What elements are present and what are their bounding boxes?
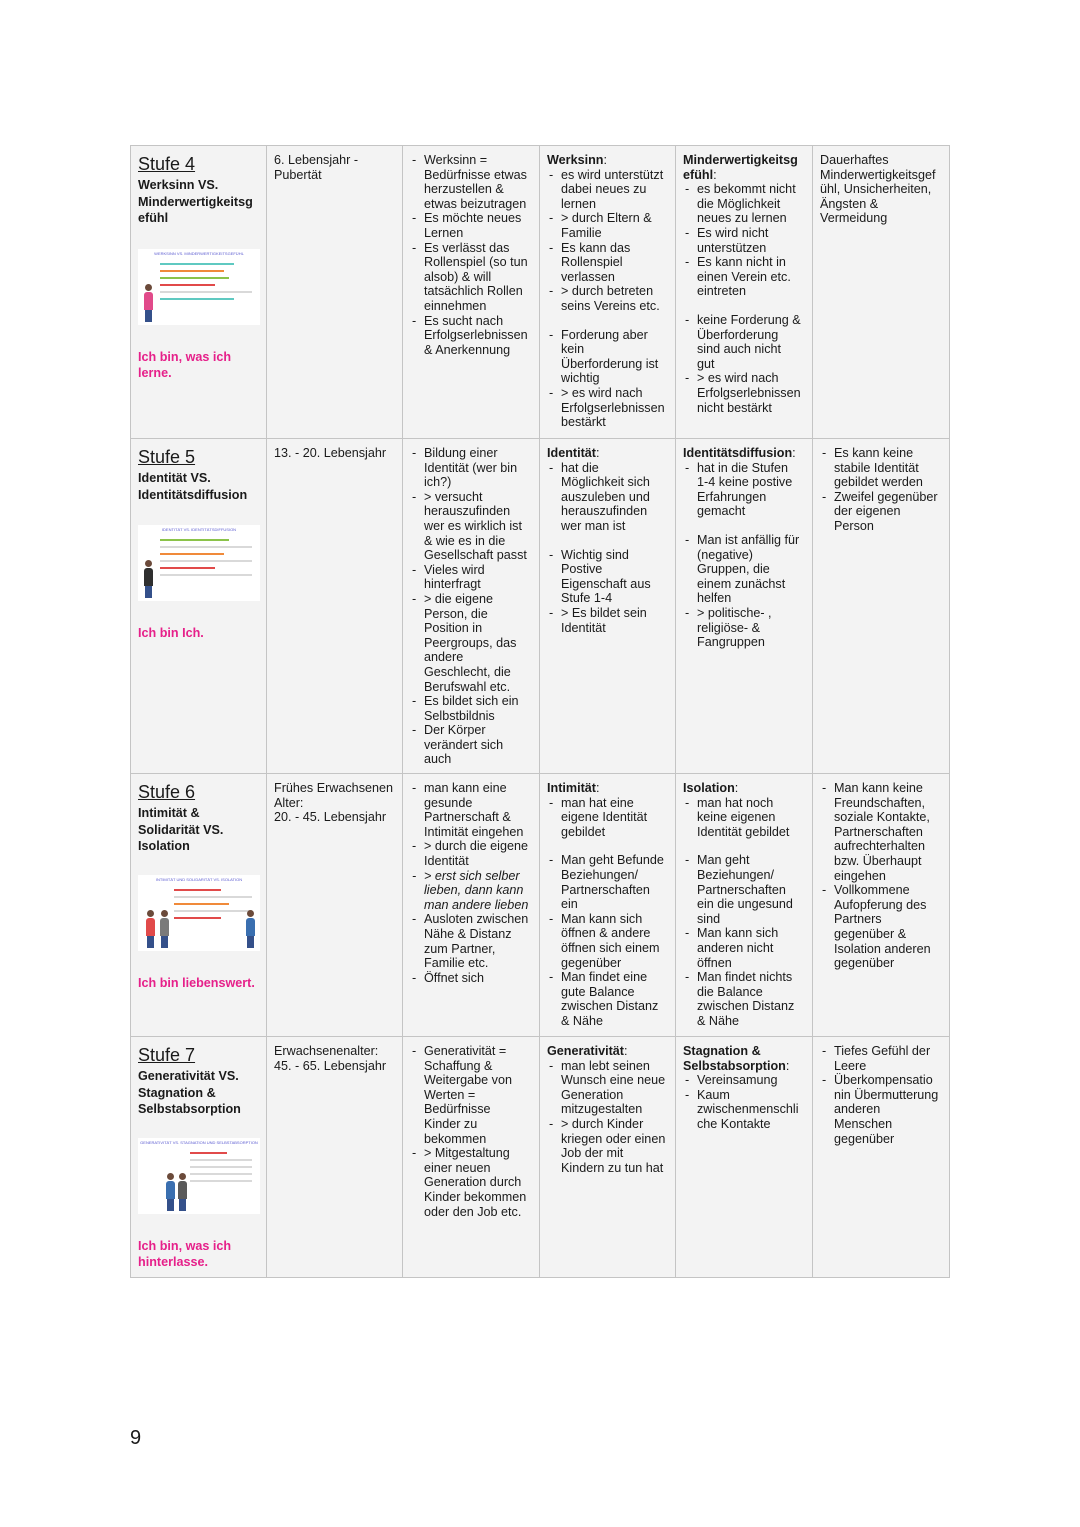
description-cell	[403, 774, 540, 1037]
stage-motto: Ich bin liebenswert.	[138, 975, 255, 990]
list-item: - Zweifel gegenüber der eigenen Person	[820, 490, 943, 534]
list-item: - Es kann keine stabile Identität gebildet werden	[820, 446, 943, 490]
list-item: - Es kann nicht in einen Verein etc. eintreten	[683, 255, 806, 299]
list-item: - > versucht herauszufinden wer es wirklich ist & wie es in die Gesellschaft passt	[410, 490, 533, 563]
negative-cell: Stagnation & Selbstabsorption: - Vereinsamung - Kaum zwischenmenschli che Kontakte	[676, 1037, 813, 1278]
list-item: - man hat eine eigene Identität gebildet	[547, 796, 669, 840]
list-item: - > Mitgestaltung einer neuen Generation durch Kinder bekommen oder den Job etc.	[410, 1146, 533, 1219]
list-item: - Tiefes Gefühl der Leere	[820, 1044, 943, 1073]
list-item: - > Es bildet sein Identität	[547, 606, 669, 635]
stage-illustration: INTIMITÄT UND SOLIDARITÄT VS. ISOLATION	[138, 875, 260, 951]
list-item: - Es wird nicht unterstützen	[683, 226, 806, 255]
list-item: - es bekommt nicht die Möglichkeit neues zu lernen	[683, 182, 806, 226]
list-item: - es wird unterstützt dabei neues zu lernen	[547, 168, 669, 212]
list-item: - > durch Eltern & Familie	[547, 211, 669, 240]
list-item: - Bildung einer Identität (wer bin ich?)	[410, 446, 533, 490]
list-item: - > die eigene Person, die Position in Peergroups, das andere Geschlecht, die Berufswahl etc.	[410, 592, 533, 694]
list-item: - > erst sich selber lieben, dann kann man andere lieben	[410, 869, 533, 913]
table-row	[131, 1037, 950, 1278]
stage-illustration: IDENTITÄT VS. IDENTITÄTSDIFFUSION	[138, 525, 260, 601]
stage-title: Stufe 6	[138, 782, 196, 803]
stage-subtitle: Identität VS. Identitätsdiffusion	[138, 471, 248, 502]
list-item: - > es wird nach Erfolgserlebnissen nicht bestärkt	[683, 371, 806, 415]
list-item: - Öffnet sich	[410, 971, 533, 986]
list-item: - Überkompensatio nin Übermutterung anderen Menschen gegenüber	[820, 1073, 943, 1146]
list-item: - Vereinsamung	[683, 1073, 806, 1088]
list-item: - Kaum zwischenmenschli che Kontakte	[683, 1088, 806, 1132]
stages-table	[130, 145, 950, 1278]
stage-cell	[131, 146, 267, 439]
list-item: - > durch die eigene Identität	[410, 839, 533, 868]
list-item: - Man ist anfällig für (negative) Gruppen, die einem zunächst helfen	[683, 533, 806, 606]
list-item: - Vieles wird hinterfragt	[410, 563, 533, 592]
list-item: - Es sucht nach Erfolgserlebnissen & Anerkennung	[410, 314, 533, 358]
list-item: - Werksinn = Bedürfnisse etwas herzustellen & etwas beizutragen	[410, 153, 533, 211]
stage-motto: Ich bin, was ich hinterlasse.	[138, 1238, 232, 1270]
stage-title: Stufe 7	[138, 1045, 196, 1066]
list-item: - Es möchte neues Lernen	[410, 211, 533, 240]
stage-subtitle: Generativität VS. Stagnation & Selbstabsorption	[138, 1069, 241, 1117]
list-item: - > durch Kinder kriegen oder einen Job der mit Kindern zu tun hat	[547, 1117, 669, 1175]
age-cell: 6. Lebensjahr - Pubertät	[267, 146, 403, 439]
list-item: - Es bildet sich ein Selbstbildnis	[410, 694, 533, 723]
list-item: - Man kann sich anderen nicht öffnen	[683, 926, 806, 970]
list-item: - hat die Möglichkeit sich auszuleben und herauszufinden wer man ist	[547, 461, 669, 534]
list-item: - Es verlässt das Rollenspiel (so tun alsob) & will tatsächlich Rollen einnehmen	[410, 241, 533, 314]
list-item: - Vollkommene Aufopferung des Partners gegenüber & Isolation anderen gegenüber	[820, 883, 943, 971]
consequence-cell	[813, 774, 950, 1037]
stage-illustration: WERKSINN VS. MINDERWERTIGKEITSGEFÜHL	[138, 249, 260, 325]
list-item: - > durch betreten seins Vereins etc.	[547, 284, 669, 313]
list-item: - man kann eine gesunde Partnerschaft & Intimität eingehen	[410, 781, 533, 839]
stage-subtitle: Werksinn VS. Minderwertigkeitsg efühl	[138, 178, 253, 225]
consequence-cell: Dauerhaftes Minderwertigkeitsgef ühl, Unsicherheiten, Ängsten & Vermeidung	[813, 146, 950, 439]
list-item: - Man kann sich öffnen & andere öffnen sich einem gegenüber	[547, 912, 669, 970]
stage-title: Stufe 5	[138, 447, 196, 467]
list-item: - > es wird nach Erfolgserlebnissen bestärkt	[547, 386, 669, 430]
list-item: - Generativität = Schaffung & Weitergabe von Werten = Bedürfnisse Kinder zu bekommen	[410, 1044, 533, 1146]
description-cell	[403, 1037, 540, 1278]
positive-cell: Werksinn: - es wird unterstützt dabei neues zu lernen - > durch Eltern & Familie - Es kann das Rollenspiel verlassen - > durch betreten seins Vereins etc. - Forderung aber kein Überforderung ist wichtig - > es wird nach Erfolgserlebnissen bestärkt	[540, 146, 676, 439]
list-item: - > politische- , religiöse- & Fangruppen	[683, 606, 806, 650]
age-cell: 13. - 20. Lebensjahr	[267, 439, 403, 774]
list-item: - man lebt seinen Wunsch eine neue Generation mitzugestalten	[547, 1059, 669, 1117]
list-item: - Man geht Befunde Beziehungen/ Partnerschaften ein	[547, 853, 669, 911]
page-number: 9	[130, 1427, 142, 1449]
table-row	[131, 439, 950, 774]
age-cell: Erwachsenenalter: 45. - 65. Lebensjahr	[267, 1037, 403, 1278]
description-cell	[403, 146, 540, 439]
list-item: - Man geht Beziehungen/ Partnerschaften ein die ungesund sind	[683, 853, 806, 926]
list-item: - Es kann das Rollenspiel verlassen	[547, 241, 669, 285]
negative-cell: Isolation: - man hat noch keine eigenen Identität gebildet - Man geht Beziehungen/ Partnerschaften ein die ungesund sind - Man kann sich anderen nicht öffnen - Man findet nichts die Balance zwischen Distanz & Nähe	[676, 774, 813, 1037]
positive-cell: Identität: - hat die Möglichkeit sich auszuleben und herauszufinden wer man ist - Wichtig sind Postive Eigenschaft aus Stufe 1-4 - > Es bildet sein Identität	[540, 439, 676, 774]
list-item: - Wichtig sind Postive Eigenschaft aus Stufe 1-4	[547, 548, 669, 606]
table-row	[131, 774, 950, 1037]
list-item: - Man findet nichts die Balance zwischen Distanz & Nähe	[683, 970, 806, 1028]
stage-motto: Ich bin Ich.	[138, 626, 204, 640]
stage-subtitle: Intimität & Solidarität VS. Isolation	[138, 806, 224, 854]
description-cell	[403, 439, 540, 774]
stage-cell	[131, 1037, 267, 1278]
consequence-cell	[813, 439, 950, 774]
stage-cell	[131, 439, 267, 774]
stage-title: Stufe 4	[138, 154, 196, 174]
stage-cell	[131, 774, 267, 1037]
negative-cell: Minderwertigkeitsg efühl: - es bekommt nicht die Möglichkeit neues zu lernen - Es wird nicht unterstützen - Es kann nicht in einen Verein etc. eintreten - keine Forderung & Überforderung sind auch nicht gut - > es wird nach Erfolgserlebnissen nicht bestärkt	[676, 146, 813, 439]
negative-cell: Identitätsdiffusion: - hat in die Stufen 1-4 keine postive Erfahrungen gemacht - Man ist anfällig für (negative) Gruppen, die einem zunächst helfen - > politische- , religiöse- & Fangruppen	[676, 439, 813, 774]
positive-cell: Generativität: - man lebt seinen Wunsch eine neue Generation mitzugestalten - > durch Kinder kriegen oder einen Job der mit Kindern zu tun hat	[540, 1037, 676, 1278]
list-item: - Man kann keine Freundschaften, soziale Kontakte, Partnerschaften aufrechterhalten bzw. Überhaupt eingehen	[820, 781, 943, 883]
stage-illustration: GENERATIVITÄT VS. STAGNATION UND SELBSTABSORPTION	[138, 1138, 260, 1214]
age-cell: Frühes Erwachsenen Alter: 20. - 45. Lebensjahr	[267, 774, 403, 1037]
list-item: - man hat noch keine eigenen Identität gebildet	[683, 796, 806, 840]
positive-cell: Intimität: - man hat eine eigene Identität gebildet - Man geht Befunde Beziehungen/ Partnerschaften ein - Man kann sich öffnen & andere öffnen sich einem gegenüber - Man findet eine gute Balance zwischen Distanz & Nähe	[540, 774, 676, 1037]
table-row	[131, 146, 950, 439]
list-item: - hat in die Stufen 1-4 keine postive Erfahrungen gemacht	[683, 461, 806, 519]
list-item: - Der Körper verändert sich auch	[410, 723, 533, 767]
consequence-cell	[813, 1037, 950, 1278]
list-item: - Ausloten zwischen Nähe & Distanz zum Partner, Familie etc.	[410, 912, 533, 970]
list-item: - Man findet eine gute Balance zwischen Distanz & Nähe	[547, 970, 669, 1028]
stage-motto: Ich bin, was ich lerne.	[138, 349, 232, 380]
list-item: - Forderung aber kein Überforderung ist wichtig	[547, 328, 669, 386]
list-item: - keine Forderung & Überforderung sind auch nicht gut	[683, 313, 806, 371]
